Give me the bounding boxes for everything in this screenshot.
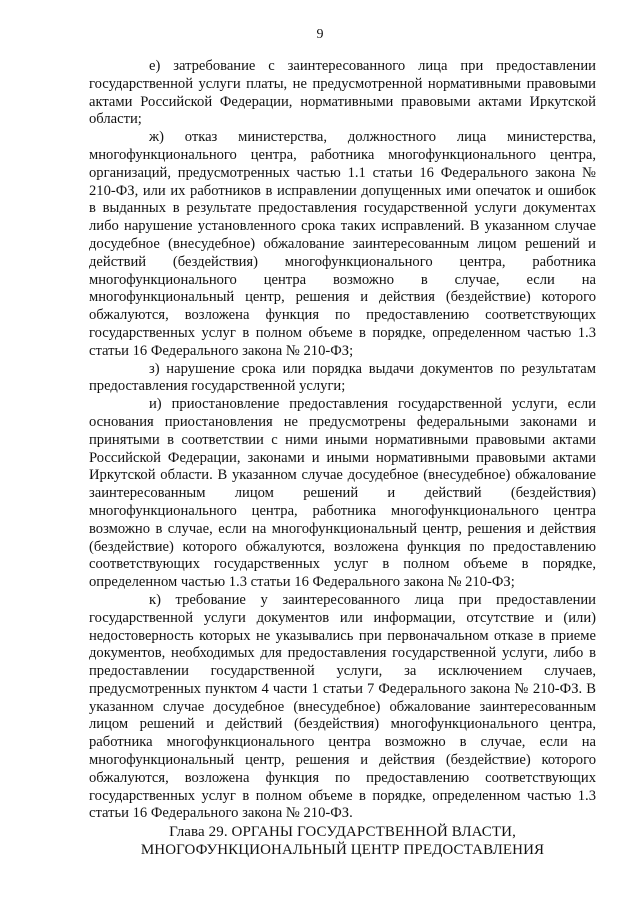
chapter-heading-line-2: МНОГОФУНКЦИОНАЛЬНЫЙ ЦЕНТР ПРЕДОСТАВЛЕНИЯ [140,842,545,859]
paragraph-zh: ж) отказ министерства, должностного лица министерства, многофункционального центра, работника многофункционального центра, организаций, предусмотренных частью 1.1 статьи 16 Федерального закона № 210-ФЗ, или их работников в исправлении допущенных ими опечаток и ошибок в выданных в результате предоставления государственной услуги документах либо нарушение установленного срока таких исправлений. В указанном случае досудебное (внесудебное) обжалование заинтересованным лицом решений и действий (бездействия) многофункционального центра, работника многофункционального центра возможно в случае, если на многофункциональный центр, решения и действия (бездействие) которого обжалуются, возложена функция по предоставлению соответствующих государственных услуг в полном объеме в порядке, определенном частью 1.3 статьи 16 Федерального закона № 210-ФЗ; [89,129,596,359]
chapter-heading-line-1: Глава 29. ОРГАНЫ ГОСУДАРСТВЕННОЙ ВЛАСТИ, [169,824,516,841]
paragraph-z: з) нарушение срока или порядка выдачи документов по результатам предоставления государственной услуги; [89,360,596,395]
document-body [89,58,596,859]
chapter-heading [89,823,596,859]
paragraph-i: и) приостановление предоставления государственной услуги, если основания приостановления не предусмотрены федеральными законами и принятыми в соответствии с ними иными нормативными правовыми актами Российской Федерации, законами и иными нормативными правовыми актами Иркутской области. В указанном случае досудебное (внесудебное) обжалование заинтересованным лицом решений и действий (бездействия) многофункционального центра, работника многофункционального центра возможно в случае, если на многофункциональный центр, решения и действия (бездействие) которого обжалуются, возложена функция по предоставлению соответствующих государственных услуг в полном объеме в порядке, определенном частью 1.3 статьи 16 Федерального закона № 210-ФЗ; [89,396,596,591]
paragraph-k: к) требование у заинтересованного лица при предоставлении государственной услуги документов или информации, отсутствие и (или) недостоверность которых не указывались при первоначальном отказе в приеме документов, необходимых для предоставления государственной услуги, либо в предоставлении государственной услуги, за исключением случаев, предусмотренных пунктом 4 части 1 статьи 7 Федерального закона № 210-ФЗ. В указанном случае досудебное (внесудебное) обжалование заинтересованным лицом решений и действий (бездействия) многофункционального центра, работника многофункционального центра возможно в случае, если на многофункциональный центр, решения и действия (бездействие) которого обжалуются, возложена функция по предоставлению соответствующих государственных услуг в полном объеме в порядке, определенном частью 1.3 статьи 16 Федерального закона № 210-ФЗ. [89,591,596,822]
paragraph-e: е) затребование с заинтересованного лица при предоставлении государственной услуги платы, не предусмотренной нормативными правовыми актами Российской Федерации, нормативными правовыми актами Иркутской области; [89,58,596,128]
page-number: 9 [316,27,324,42]
